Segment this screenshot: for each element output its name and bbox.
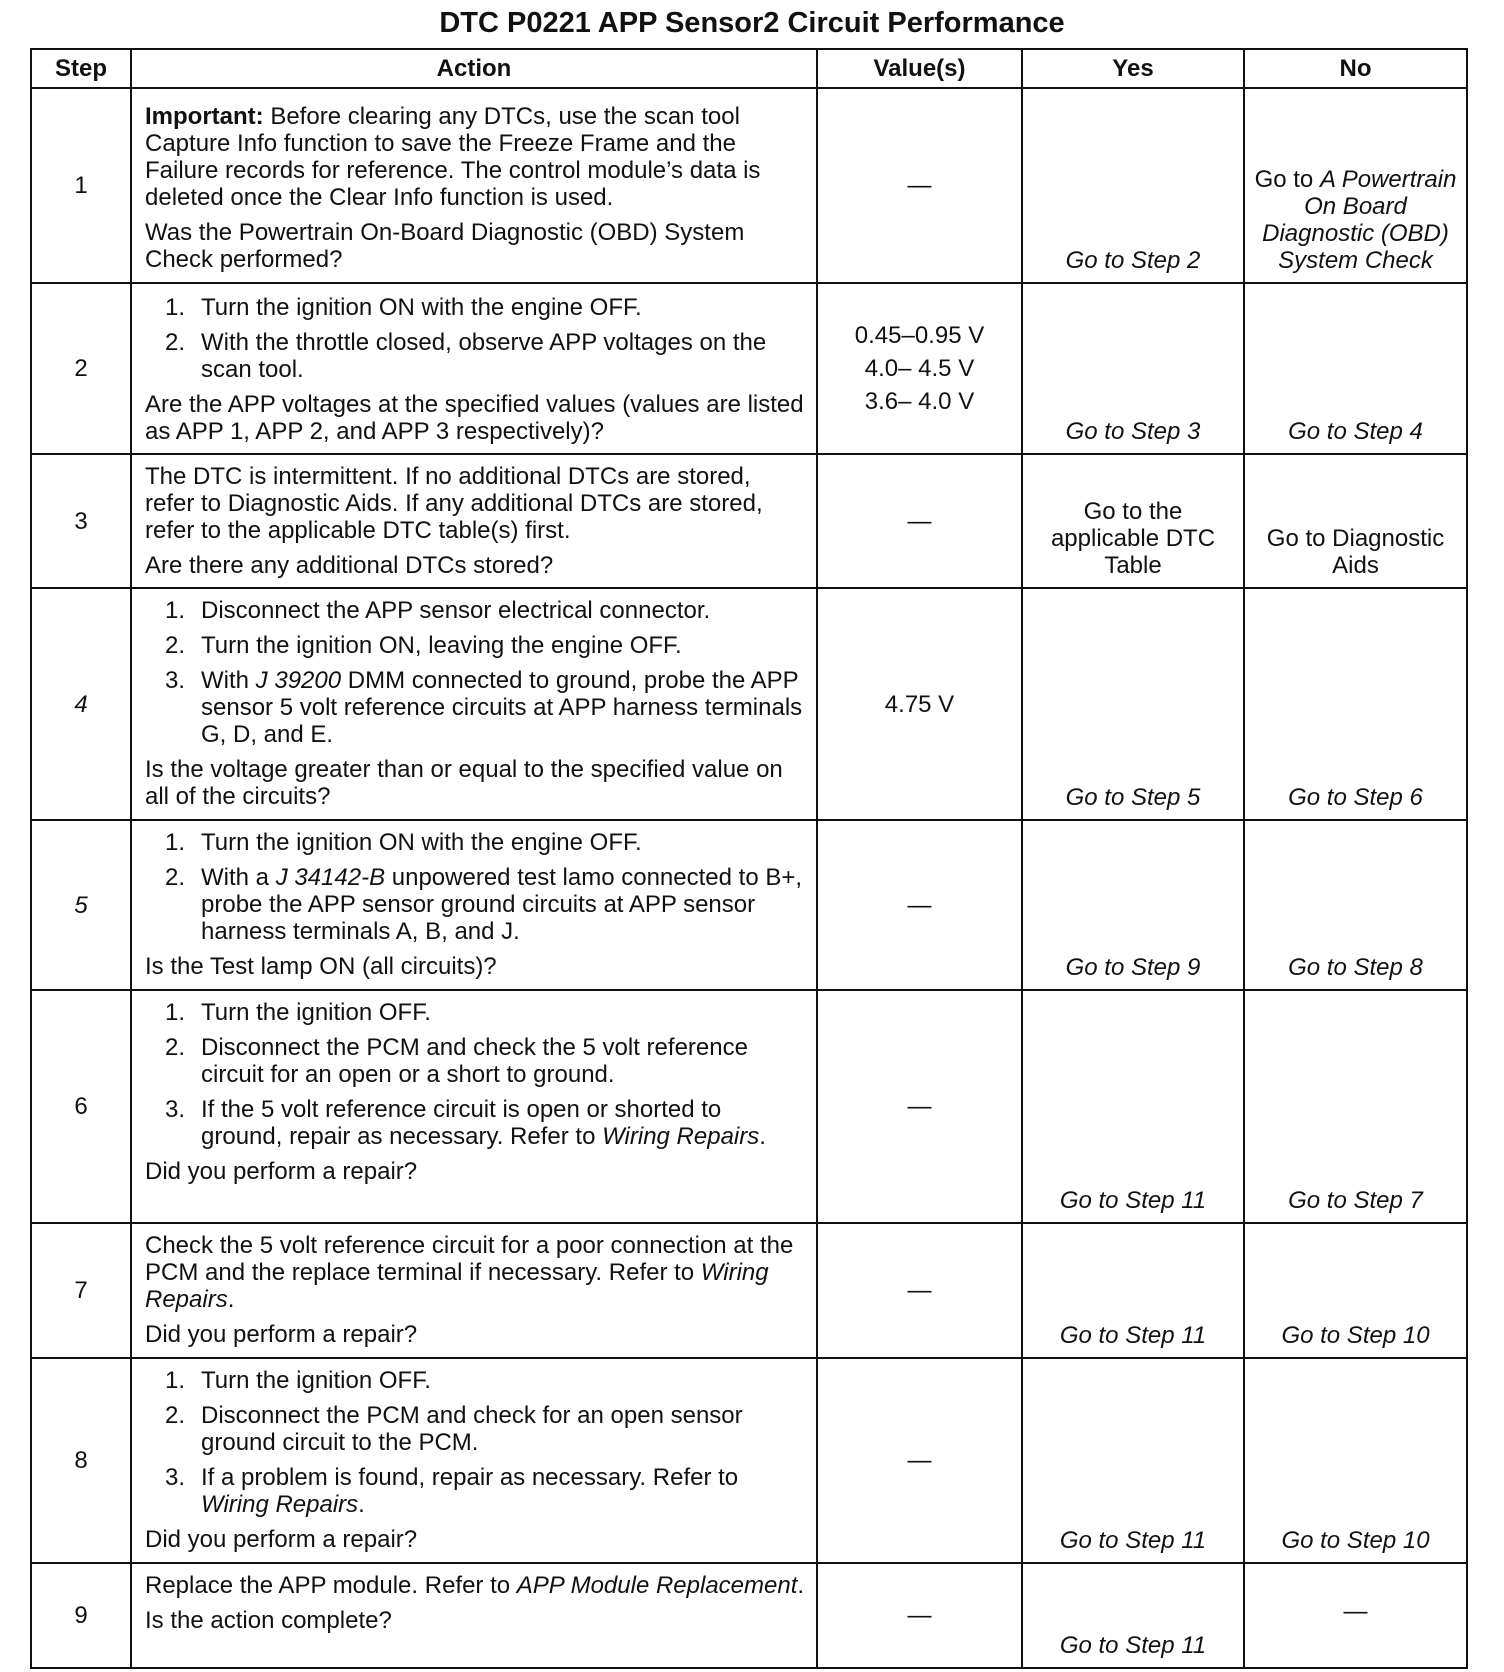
- value-app2: 4.0– 4.5 V: [864, 355, 975, 382]
- table-row: [31, 88, 1467, 283]
- no-cell: Go to Step 10: [1244, 1358, 1467, 1563]
- value-cell: —: [817, 820, 1022, 990]
- no-cell: Go to Step 7: [1244, 990, 1467, 1223]
- action-step: 2. With a J 34142-B unpowered test lamo connected to B+, probe the APP sensor ground circuits at APP sensor harness terminals A, B, and J.: [165, 864, 803, 945]
- step-number: 6: [31, 990, 131, 1223]
- action-question: Is the Test lamp ON (all circuits)?: [145, 953, 497, 980]
- step-number: 2: [31, 283, 131, 454]
- action-cell: [131, 1563, 817, 1668]
- value-cell: —: [817, 454, 1022, 588]
- action-step: 1. Turn the ignition ON with the engine OFF.: [165, 294, 642, 321]
- dtc-table: [30, 48, 1468, 1669]
- action-text: Check the 5 volt reference circuit for a poor connection at the PCM and the replace terminal if necessary. Refer to Wiring Repairs.: [145, 1232, 794, 1313]
- value-cell: [817, 283, 1022, 454]
- value-app3: 3.6– 4.0 V: [864, 388, 975, 415]
- action-cell: [131, 283, 817, 454]
- action-question: Is the voltage greater than or equal to the specified value on all of the circuits?: [145, 756, 783, 810]
- value-cell: —: [817, 1563, 1022, 1668]
- action-cell: [131, 588, 817, 820]
- value-cell: —: [817, 990, 1022, 1223]
- action-step: 1. Turn the ignition OFF.: [165, 999, 431, 1026]
- step-number: 7: [31, 1223, 131, 1358]
- action-cell: [131, 454, 817, 588]
- action-step: 2. Disconnect the PCM and check for an open sensor ground circuit to the PCM.: [165, 1402, 743, 1456]
- action-step: 1. Disconnect the APP sensor electrical connector.: [165, 597, 711, 624]
- value-cell: —: [817, 1223, 1022, 1358]
- value-app1: 0.45–0.95 V: [854, 322, 985, 349]
- yes-cell: Go to Step 5: [1022, 588, 1244, 820]
- no-cell: —: [1244, 1563, 1467, 1668]
- table-row: [31, 283, 1467, 454]
- no-prefix: Go to: [1254, 166, 1320, 193]
- yes-cell: Go to Step 9: [1022, 820, 1244, 990]
- header-yes: Yes: [1022, 49, 1244, 88]
- action-cell: [131, 1358, 817, 1563]
- action-steps: [145, 1367, 806, 1518]
- action-step: 2. Disconnect the PCM and check the 5 volt reference circuit for an open or a short to ground.: [165, 1034, 748, 1088]
- action-cell: [131, 820, 817, 990]
- action-text: The DTC is intermittent. If no additional DTCs are stored, refer to Diagnostic Aids. If any additional DTCs are stored, refer to the applicable DTC table(s) first.: [145, 463, 763, 544]
- value-cell: —: [817, 88, 1022, 283]
- action-question: Are there any additional DTCs stored?: [145, 552, 554, 579]
- important-label: Important:: [145, 103, 264, 130]
- no-cell: Go to Diagnostic Aids: [1244, 454, 1467, 588]
- action-step: 3. If a problem is found, repair as necessary. Refer to Wiring Repairs.: [165, 1464, 739, 1518]
- action-step: 3. With J 39200 DMM connected to ground, probe the APP sensor 5 volt reference circuits at APP harness terminals G, D, and E.: [165, 667, 803, 748]
- yes-cell: Go to Step 3: [1022, 283, 1244, 454]
- table-row: [31, 454, 1467, 588]
- table-row: [31, 1563, 1467, 1668]
- table-row: [31, 1223, 1467, 1358]
- yes-cell: Go to the applicable DTC Table: [1022, 454, 1244, 588]
- page-title: DTC P0221 APP Sensor2 Circuit Performance: [439, 7, 1065, 39]
- step-number: 8: [31, 1358, 131, 1563]
- yes-cell: Go to Step 11: [1022, 1563, 1244, 1668]
- action-question: Are the APP voltages at the specified values (values are listed as APP 1, APP 2, and APP 3 respectively)?: [145, 391, 804, 445]
- yes-cell: Go to Step 11: [1022, 1223, 1244, 1358]
- header-no: No: [1244, 49, 1467, 88]
- important-text: Before clearing any DTCs, use the scan tool Capture Info function to save the Freeze Frame and the Failure records for reference. The control module’s data is deleted once the Clear Info function is used.: [145, 103, 761, 211]
- step-number: 1: [31, 88, 131, 283]
- action-text: [145, 103, 806, 211]
- no-link-text: A Powertrain On Board Diagnostic (OBD) System Check: [1262, 166, 1457, 274]
- action-cell: [131, 1223, 817, 1358]
- action-question: Did you perform a repair?: [145, 1526, 418, 1553]
- step-number: 9: [31, 1563, 131, 1668]
- value-cell: 4.75 V: [817, 588, 1022, 820]
- action-steps: [145, 597, 806, 748]
- action-cell: [131, 88, 817, 283]
- no-cell: Go to Step 8: [1244, 820, 1467, 990]
- action-step: 3. If the 5 volt reference circuit is open or shorted to ground, repair as necessary. Refer to Wiring Repairs.: [165, 1096, 766, 1150]
- action-question: Is the action complete?: [145, 1607, 392, 1634]
- step-number: 5: [31, 820, 131, 990]
- action-steps: [145, 294, 806, 383]
- action-steps: [145, 999, 806, 1150]
- no-cell: Go to Step 10: [1244, 1223, 1467, 1358]
- no-cell: Go to Step 4: [1244, 283, 1467, 454]
- step-number: 3: [31, 454, 131, 588]
- table-row: [31, 990, 1467, 1223]
- action-text: Replace the APP module. Refer to APP Module Replacement.: [145, 1572, 805, 1599]
- action-question: Did you perform a repair?: [145, 1158, 418, 1185]
- header-step: Step: [31, 49, 131, 88]
- action-step: 1. Turn the ignition OFF.: [165, 1367, 431, 1394]
- yes-cell: Go to Step 11: [1022, 990, 1244, 1223]
- value-cell: —: [817, 1358, 1022, 1563]
- action-step: 2. Turn the ignition ON, leaving the engine OFF.: [165, 632, 682, 659]
- yes-cell: Go to Step 2: [1022, 88, 1244, 283]
- table-row: [31, 820, 1467, 990]
- no-cell: [1244, 88, 1467, 283]
- action-steps: [145, 829, 806, 945]
- table-row: [31, 588, 1467, 820]
- yes-cell: Go to Step 11: [1022, 1358, 1244, 1563]
- header-action: Action: [131, 49, 817, 88]
- action-step: 1. Turn the ignition ON with the engine OFF.: [165, 829, 642, 856]
- table-row: [31, 1358, 1467, 1563]
- action-step: 2. With the throttle closed, observe APP voltages on the scan tool.: [165, 329, 767, 383]
- table-header-row: [31, 49, 1467, 88]
- header-values: Value(s): [817, 49, 1022, 88]
- action-question: Did you perform a repair?: [145, 1321, 418, 1348]
- action-question: Was the Powertrain On-Board Diagnostic (OBD) System Check performed?: [145, 219, 745, 273]
- step-number: 4: [31, 588, 131, 820]
- no-cell: Go to Step 6: [1244, 588, 1467, 820]
- action-cell: [131, 990, 817, 1223]
